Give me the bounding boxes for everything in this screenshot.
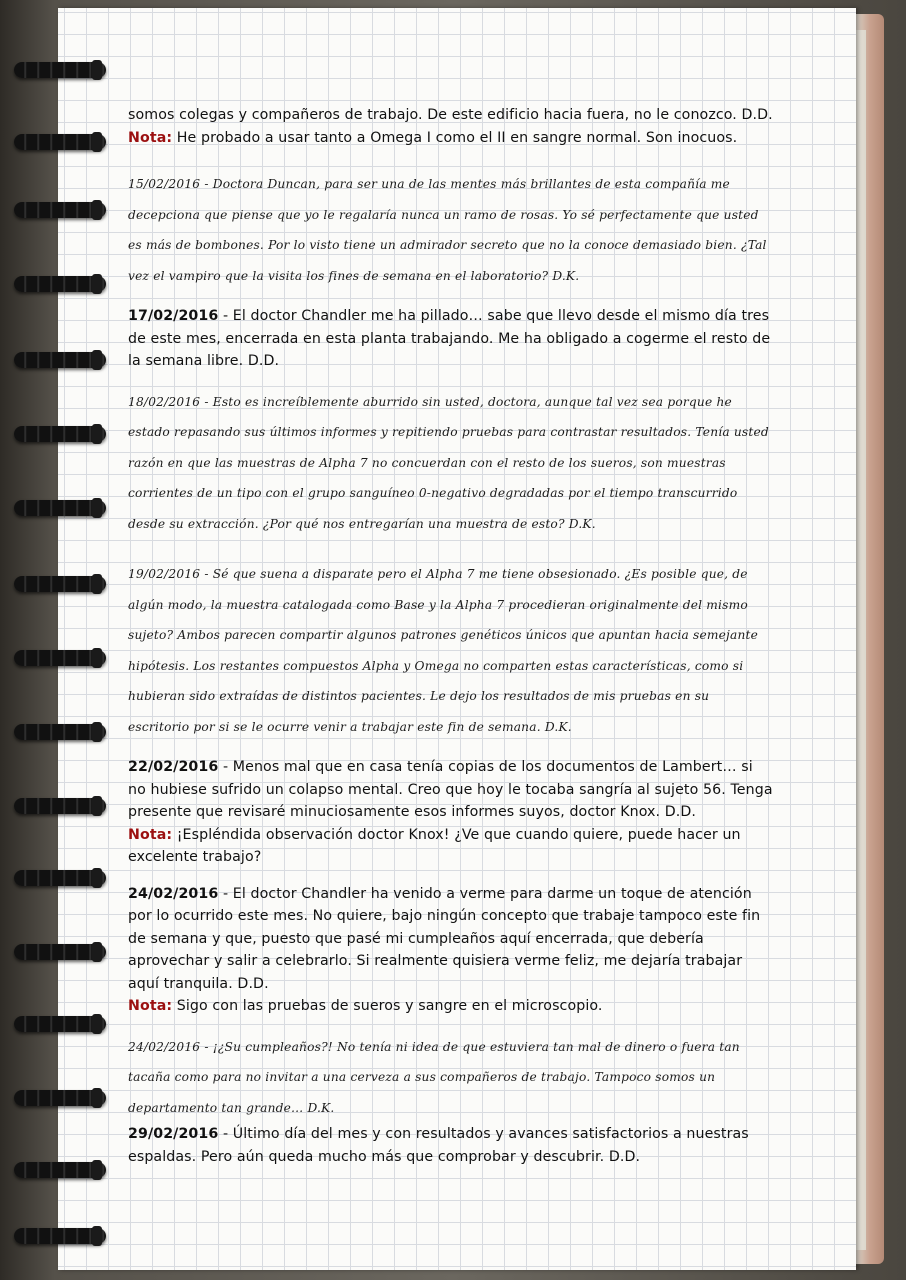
entry-date: 17/02/2016	[128, 308, 219, 324]
entry-text: - Doctora Duncan, para ser una de las mentes más brillantes de esta compañía me decepciona que piense que yo le regalaría nunca un ramo de rosas. Yo sé perfectamente que usted es más de bombones. Por lo visto tiene un admirador secreto que no la conoce demasiado bien. ¿Tal vez el vampiro que la visita los fines de semana en el laboratorio? D.K.	[128, 177, 767, 283]
entry-note	[128, 995, 773, 1018]
entry-date: 29/02/2016	[128, 1126, 219, 1142]
entry-text: - Menos mal que en casa tenía copias de los documentos de Lambert… si no hubiese sufrido un colapso mental. Creo que hoy le tocaba sangría al sujeto 56. Tenga presente que revisaré minuciosamente esos informes suyos, doctor Knox. D.D.	[128, 759, 773, 820]
entry-note	[128, 127, 773, 150]
entry-date: 22/02/2016	[128, 759, 219, 775]
entry-dd-17-02	[128, 305, 773, 373]
notebook-text	[128, 104, 773, 1168]
entry-continuation	[128, 104, 773, 127]
entry-text: - Sé que suena a disparate pero el Alpha 7 me tiene obsesionado. ¿Es posible que, de algún modo, la muestra catalogada como Base y la Alpha 7 procedieran originalmente del mismo sujeto? Ambos parecen compartir algunos patrones genéticos únicos que apuntan hacia semejante hipótesis. Los restantes compuestos Alpha y Omega no comparten estas características, como si hubieran sido extraídas de distintos pacientes. Le dejo los resultados de mis pruebas en su escritorio por si se le ocurre venir a trabajar este fin de semana. D.K.	[128, 567, 759, 734]
entry-note	[128, 824, 773, 869]
spiral-ring	[14, 792, 106, 820]
spiral-ring	[14, 570, 106, 598]
entry-dd-29-02	[128, 1123, 773, 1168]
entry-text: Sigo con las pruebas de sueros y sangre en el microscopio.	[172, 998, 603, 1014]
nota-label: Nota:	[128, 998, 173, 1014]
entry-dd-22-02	[128, 756, 773, 824]
spiral-ring	[14, 1156, 106, 1184]
spiral-ring	[14, 938, 106, 966]
entry-date: 24/02/2016	[128, 885, 219, 902]
spiral-ring	[14, 56, 106, 84]
spiral-ring	[14, 1084, 106, 1112]
entry-dk-15-02	[128, 169, 773, 291]
nota-label: Nota:	[128, 129, 173, 146]
nota-label: Nota:	[128, 826, 173, 843]
entry-dd-24-02	[128, 883, 773, 996]
spiral-ring	[14, 494, 106, 522]
spiral-ring	[14, 270, 106, 298]
entry-text: - ¡¿Su cumpleaños?! No tenía ni idea de que estuviera tan mal de dinero o fuera tan tacaña como para no invitar a una cerveza a sus compañeros de trabajo. Tampoco somos un departamento tan grande… D.K.	[128, 1039, 740, 1115]
spiral-ring	[14, 1222, 106, 1250]
entry-date: 24/02/2016	[128, 1039, 201, 1054]
entry-text: ¡Espléndida observación doctor Knox! ¿Ve que cuando quiere, puede hacer un excelente trabajo?	[128, 826, 741, 865]
spiral-ring	[14, 128, 106, 156]
entry-text: somos colegas y compañeros de trabajo. De este edificio hacia fuera, no le conozco. D.D.	[128, 107, 773, 123]
spiral-ring	[14, 644, 106, 672]
spiral-ring	[14, 864, 106, 892]
entry-date: 18/02/2016	[128, 394, 201, 409]
entry-dk-19-02	[128, 559, 773, 742]
entry-text: He probado a usar tanto a Omega I como el II en sangre normal. Son inocuos.	[172, 129, 738, 146]
entry-text: - Esto es increíblemente aburrido sin usted, doctora, aunque tal vez sea porque he estado repasando sus últimos informes y repitiendo pruebas para contrastar resultados. Tenía usted razón en que las muestras de Alpha 7 no concuerdan con el resto de los sueros, son muestras corrientes de un tipo con el grupo sanguíneo 0-negativo degradadas por el tiempo transcurrido desde su extracción. ¿Por qué nos entregarían una muestra de esto? D.K.	[128, 394, 769, 531]
spiral-ring	[14, 196, 106, 224]
spiral-ring	[14, 346, 106, 374]
spiral-ring	[14, 420, 106, 448]
entry-dk-18-02	[128, 387, 773, 540]
entry-date: 19/02/2016	[128, 567, 201, 581]
entry-text: - Último día del mes y con resultados y avances satisfactorios a nuestras espaldas. Pero aún queda mucho más que comprobar y descubrir. D.D.	[128, 1126, 749, 1165]
entry-dk-24-02	[128, 1032, 773, 1124]
spiral-ring	[14, 1010, 106, 1038]
entry-text: - El doctor Chandler ha venido a verme para darme un toque de atención por lo ocurrido este mes. No quiere, bajo ningún concepto que trabaje tampoco este fin de semana y que, puesto que pasé mi cumpleaños aquí encerrada, que debería aprovechar y salir a celebrarlo. Si realmente quisiera verme feliz, me dejaría trabajar aquí tranquila. D.D.	[128, 885, 761, 992]
spiral-binding	[0, 0, 120, 1280]
entry-date: 15/02/2016	[128, 177, 201, 191]
spiral-ring	[14, 718, 106, 746]
entry-text: - El doctor Chandler me ha pillado… sabe que llevo desde el mismo día tres de este mes, encerrada en esta planta trabajando. Me ha obligado a cogerme el resto de la semana libre. D.D.	[128, 308, 771, 369]
